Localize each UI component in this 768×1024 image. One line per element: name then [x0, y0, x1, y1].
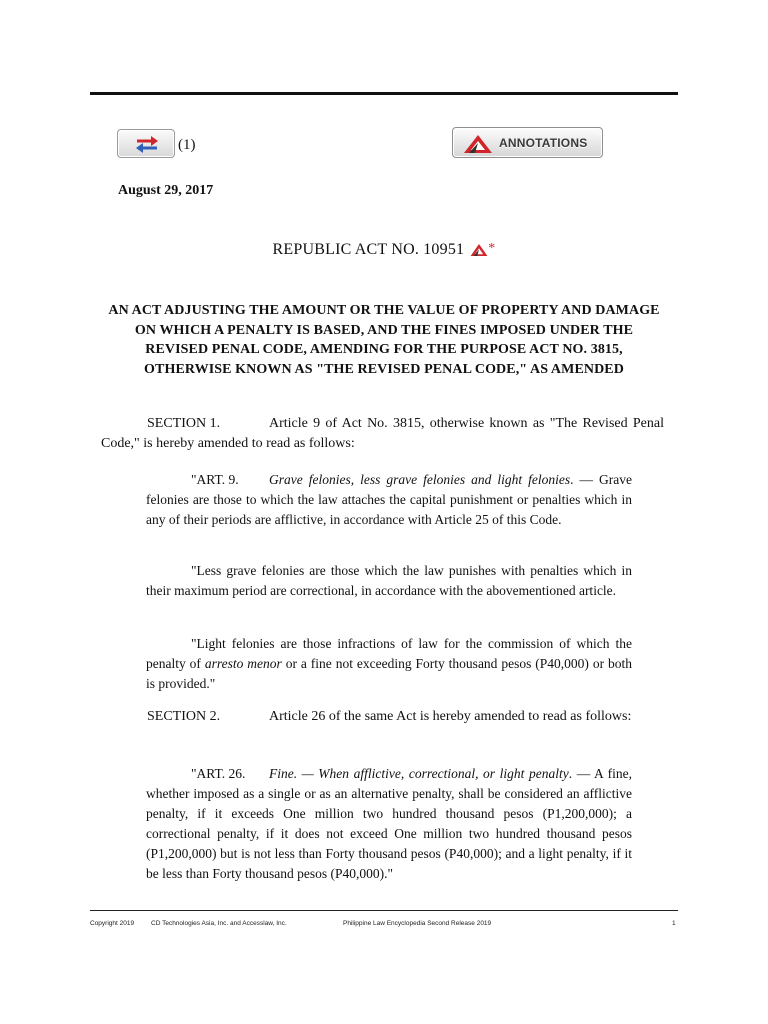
annotations-label: ANNOTATIONS: [499, 136, 588, 150]
section-2-label: SECTION 2.: [147, 709, 221, 724]
top-divider: [90, 92, 678, 95]
article-9-label: "ART. 9.: [191, 472, 239, 487]
compare-count: (1): [178, 137, 196, 153]
section-2-text: Article 26 of the same Act is hereby amended to read as follows:: [269, 709, 632, 724]
section-1-text: Article 9 of Act No. 3815, otherwise known as "The Revised Penal Code," is hereby amended to read as follows:: [101, 416, 664, 451]
article-9-title: Grave felonies, less grave felonies and light felonies: [269, 472, 571, 487]
section-1: [101, 414, 664, 454]
footer-divider: [90, 910, 678, 911]
section-1-label: SECTION 1.: [147, 416, 221, 431]
act-title: [0, 241, 768, 259]
annotation-marker-icon[interactable]: [470, 243, 488, 257]
footer-copyright: Copyright 2019: [90, 920, 135, 927]
article-9-paragraph-2: "Less grave felonies are those which the law punishes with penalties which in their maximum period are correctional, in accordance with the abovementioned article.: [146, 563, 632, 598]
document-date: August 29, 2017: [118, 183, 214, 198]
article-9-paragraph-1: [146, 470, 632, 530]
article-26-text: . — A fine, whether imposed as a single or as an alternative penalty, shall be considered an afflictive penalty, if it exceeds One million two hundred thousand pesos (P1,200,000); a correctional penalty, if it does not exceed One million two hundred thousand pesos (P1,200,000) but is not less than Forty thousand pesos (P40,000); and a light penalty, if it be less than Forty thousand pesos (P40,000).": [146, 766, 632, 881]
article-26-label: "ART. 26.: [191, 766, 246, 781]
act-title-text: REPUBLIC ACT NO. 10951: [272, 241, 465, 258]
annotations-button[interactable]: [452, 127, 603, 158]
section-2: [101, 707, 664, 727]
compare-versions-button[interactable]: [117, 129, 175, 158]
article-9-paragraph-3: [146, 634, 632, 694]
swap-arrows-icon: [133, 134, 161, 154]
annotations-logo-icon: [463, 134, 493, 154]
article-9-p3-italic: arresto menor: [204, 656, 282, 671]
footer-page-number: 1: [672, 920, 676, 927]
act-heading: AN ACT ADJUSTING THE AMOUNT OR THE VALUE OF PROPERTY AND DAMAGE ON WHICH A PENALTY IS BASED, AND THE FINES IMPOSED UNDER THE REVISED PENAL CODE, AMENDING FOR THE PURPOSE ACT NO. 3815, OTHERWISE KNOWN AS "THE REVISED PENAL CODE," AS AMENDED: [108, 303, 660, 377]
article-9-p3-after: or a fine not exceeding Forty thousand pesos (P40,000) or both is provided.": [146, 656, 632, 691]
footer-company: CD Technologies Asia, Inc. and Accesslaw, Inc.: [151, 920, 287, 927]
article-9-text: . — Grave felonies are those to which the law attaches the capital punishment or penalties which in any of their periods are afflictive, in accordance with Article 25 of this Code.: [146, 472, 632, 527]
article-26-title: Fine. — When afflictive, correctional, or light penalty: [269, 766, 569, 781]
title-footnote-marker: *: [488, 241, 496, 256]
footer-release: Philippine Law Encyclopedia Second Release 2019: [343, 920, 492, 927]
article-26-paragraph: [146, 764, 632, 884]
article-9-p3-before: "Light felonies are those infractions of law for the commission of which the penalty of: [146, 636, 632, 671]
